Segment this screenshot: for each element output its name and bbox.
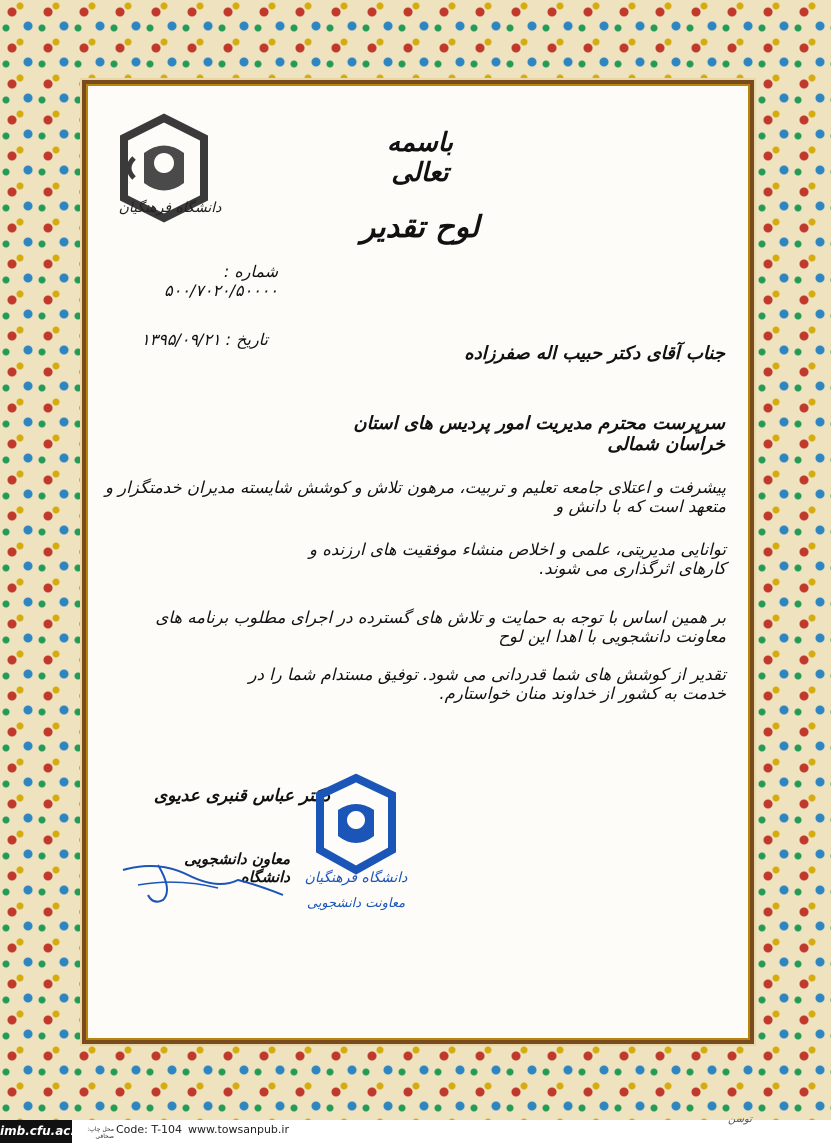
body-line: بر همین اساس با توجه به حمایت و تلاش های گسترده در اجرای مطلوب برنامه های معاونت دانشجویی با اهدا این لوح: [155, 608, 726, 646]
print-code: Code: T-104: [116, 1123, 183, 1136]
recipient-salutation: جناب آقای دکتر حبیب اله صفرزاده: [464, 343, 725, 364]
logo-subcaption: معاونت دانشجویی: [306, 896, 406, 911]
logo-caption: دانشگاه فرهنگیان: [304, 870, 408, 886]
university-logo-icon: [310, 770, 402, 880]
logo-caption: دانشگاه فرهنگیان: [118, 200, 222, 216]
signer-name: دکتر عباس قنبری عدیوی: [153, 786, 330, 806]
signature-icon: [118, 850, 288, 910]
recipient-position: سرپرست محترم مدیریت امور پردیس های استان خراسان شمالی: [353, 413, 725, 455]
document-date: تاریخ : ۱۳۹۵/۰۹/۲۱: [141, 330, 268, 349]
doc-title: لوح تقدیر: [360, 210, 480, 245]
document-number: شماره : ۵۰۰/۷۰۲۰/۵۰۰۰۰: [164, 262, 278, 300]
printer-site: www.towsanpub.ir: [188, 1123, 289, 1136]
signer-role: معاون دانشجویی دانشگاه: [184, 850, 290, 886]
printer-logo: توسن: [728, 1114, 752, 1125]
site-badge: imb.cfu.ac.ir: [0, 1120, 72, 1143]
body-line: توانایی مدیریتی، علمی و اخلاص منشاء موفقیت های ارزنده و کارهای اثرگذاری می شوند.: [309, 540, 726, 578]
print-note: محل چاپ: صحافی: [87, 1126, 114, 1140]
body-line: تقدیر از کوشش های شما قدردانی می شود. توفیق مستدام شما را در خدمت به کشور از خداوند منان خواستارم.: [248, 665, 726, 703]
body-line: پیشرفت و اعتلای جامعه تعلیم و تربیت، مرهون تلاش و کوشش شایسته مدیران خدمتگزار و متعهد است که با دانش و: [104, 478, 726, 516]
invocation: باسمه تعالی: [387, 128, 453, 188]
